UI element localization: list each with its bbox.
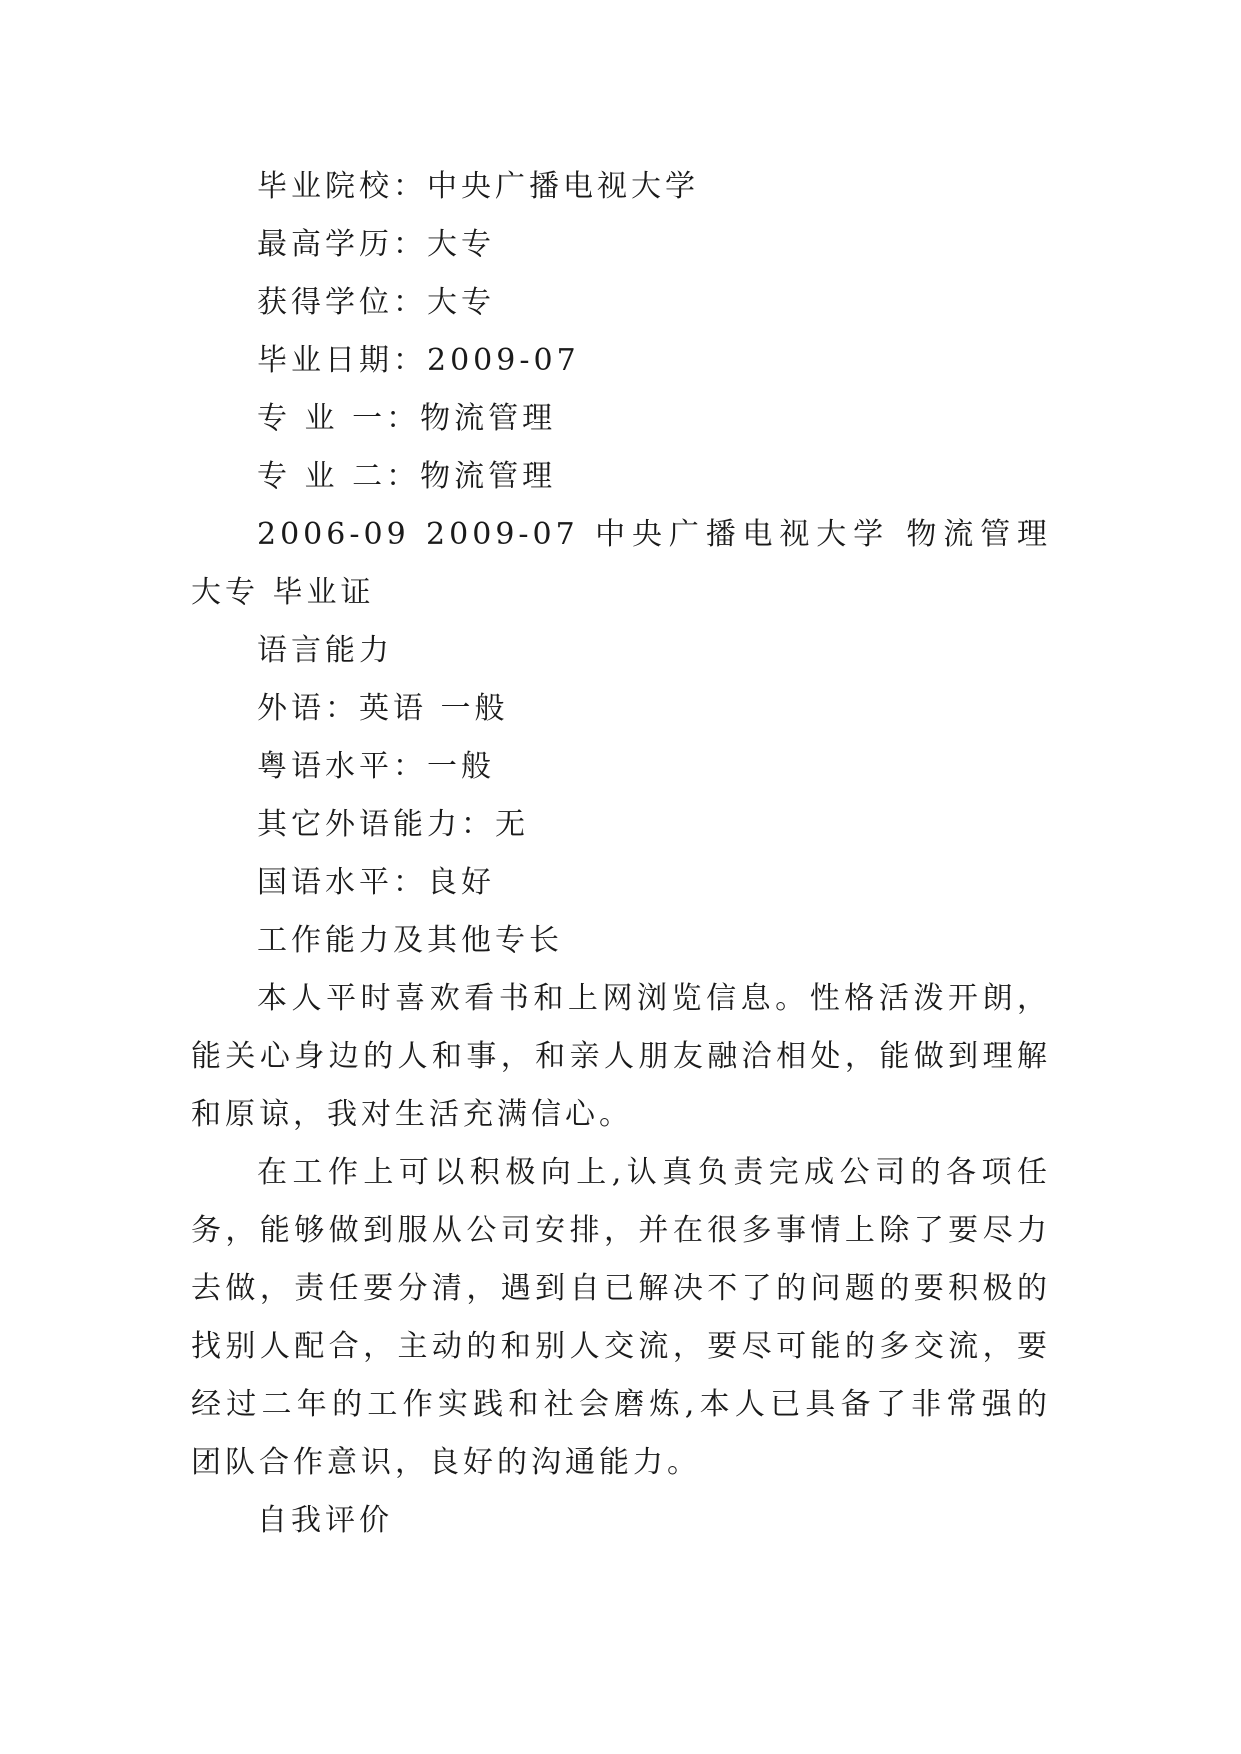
major-two-line: 专 业 二：物流管理 [257, 459, 557, 494]
skills-paragraph: 本人平时喜欢看书和上网浏览信息。性格活泼开朗，能关心身边的人和事，和亲人朋友融洽相处，能做到理解和原谅，我对生活充满信心。 [191, 981, 1051, 1132]
document-body [191, 158, 1051, 1550]
highest-degree-line: 最高学历：大专 [257, 227, 495, 262]
foreign-language-line: 外语：英语 一般 [257, 691, 509, 726]
other-language-line: 其它外语能力：无 [257, 807, 529, 842]
education-history-entry: 2006-09 2009-07 中央广播电视大学 物流管理 大专 毕业证 [191, 517, 1051, 610]
major-one-line: 专 业 一：物流管理 [257, 401, 557, 436]
graduation-school-line: 毕业院校：中央广播电视大学 [257, 169, 699, 204]
mandarin-level-line: 国语水平：良好 [257, 865, 495, 900]
skills-section-heading: 工作能力及其他专长 [257, 923, 563, 958]
language-section-heading: 语言能力 [257, 633, 393, 668]
cantonese-level-line: 粤语水平：一般 [257, 749, 495, 784]
graduation-date-line: 毕业日期：2009-07 [257, 343, 580, 378]
degree-obtained-line: 获得学位：大专 [257, 285, 495, 320]
self-evaluation-heading: 自我评价 [257, 1503, 393, 1538]
work-ability-paragraph: 在工作上可以积极向上,认真负责完成公司的各项任务，能够做到服从公司安排，并在很多事情上除了要尽力去做，责任要分清，遇到自已解决不了的问题的要积极的找别人配合，主动的和别人交流，要尽可能的多交流，要经过二年的工作实践和社会磨炼,本人已具备了非常强的团队合作意识，良好的沟通能力。 [191, 1155, 1051, 1480]
